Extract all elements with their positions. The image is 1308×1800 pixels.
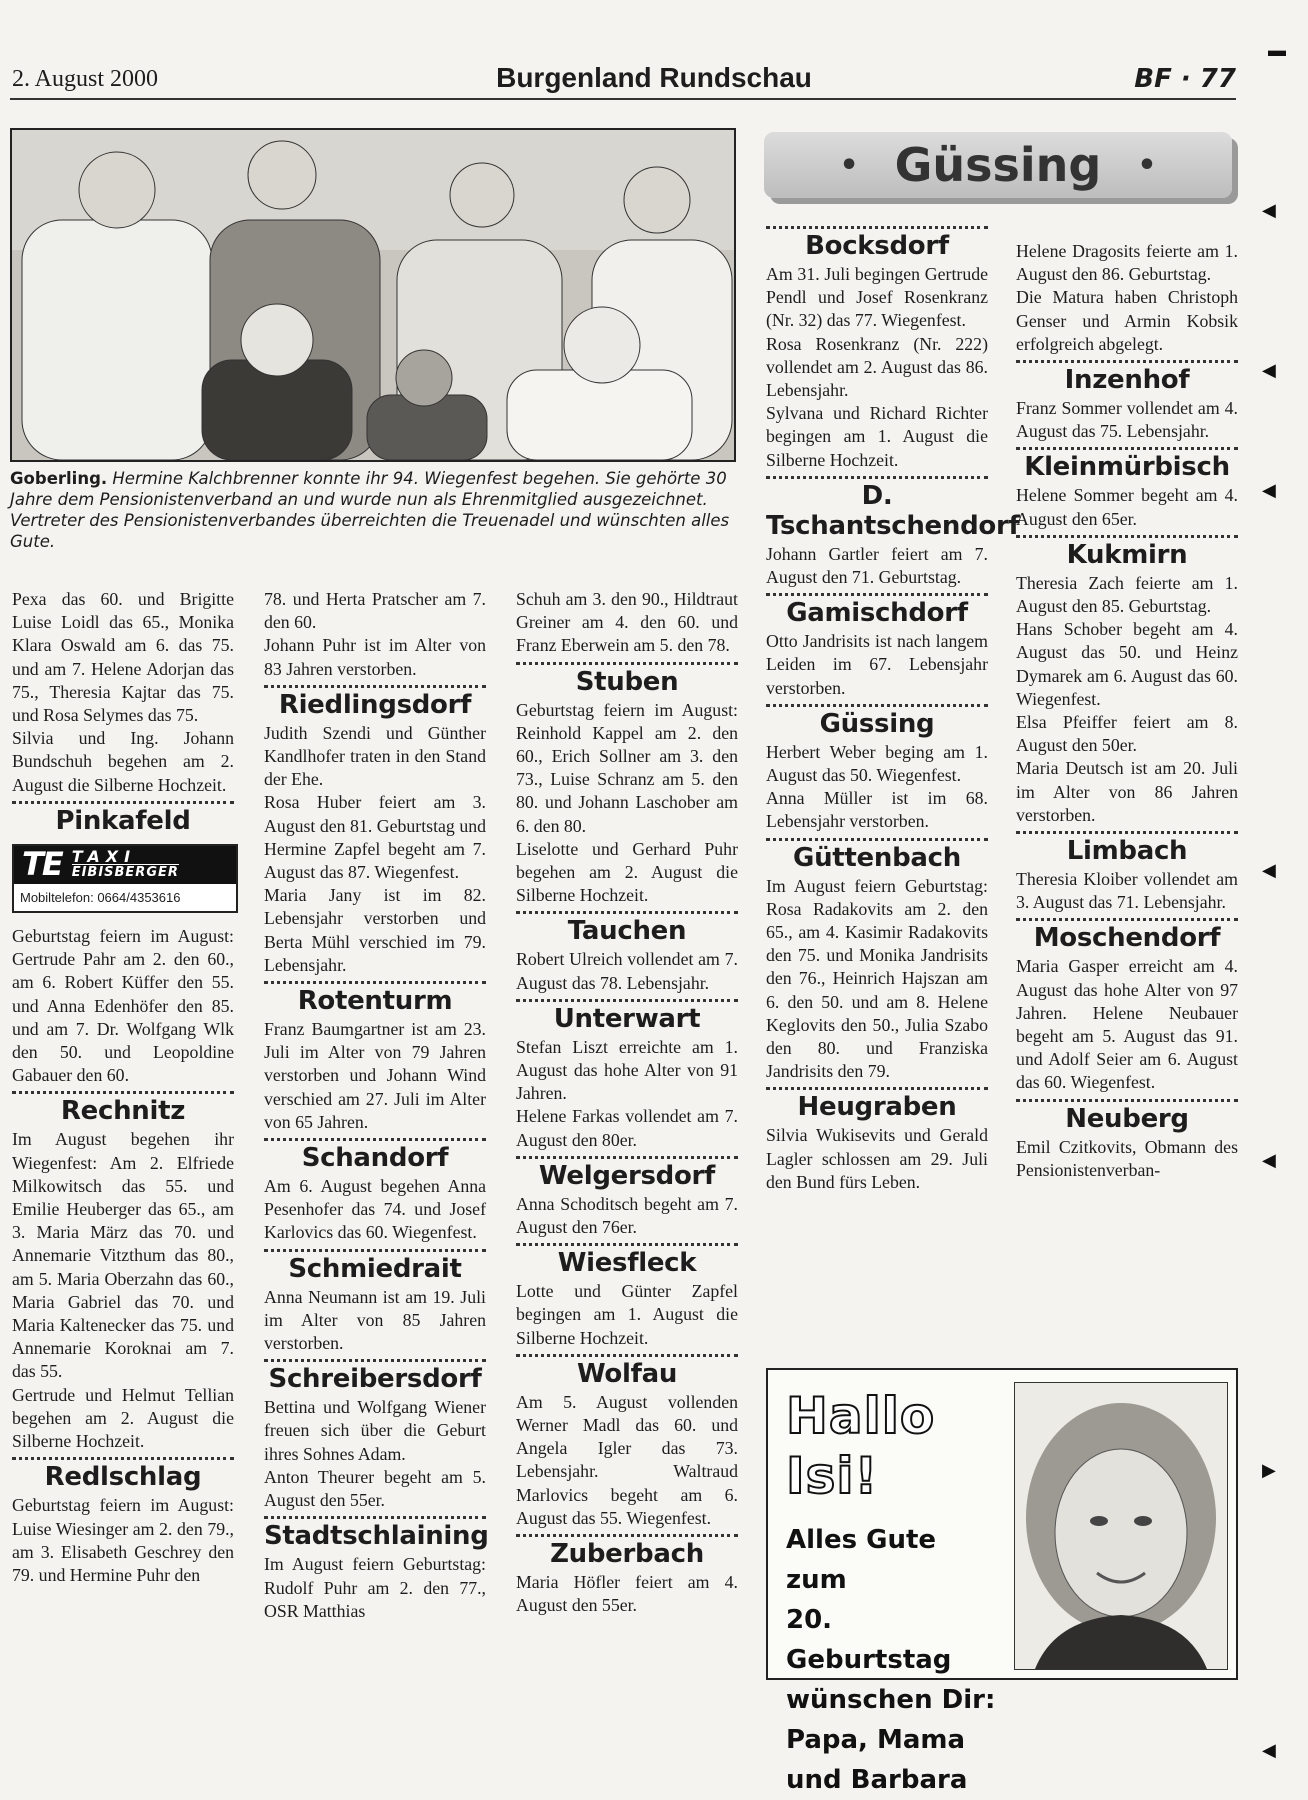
dotted-divider (264, 685, 486, 688)
newspaper-title: Burgenland Rundschau (496, 62, 812, 93)
ad-message-line: und Barbara (786, 1765, 968, 1795)
paragraph: 78. und Herta Pratscher am 7. den 60. (264, 589, 486, 633)
header-rule (10, 98, 1236, 100)
ad-greeting-line-1: Hallo (786, 1387, 936, 1445)
paragraph: Judith Szendi und Günther Kandlhofer traten in den Stand der Ehe. (264, 722, 486, 790)
paragraph: Am 6. August begehen Anna Pesenhofer das 74. und Josef Karlovics das 60. Wiegenfest. (264, 1176, 486, 1243)
dotted-divider (766, 226, 988, 229)
page-number: BF · 77 (1134, 64, 1236, 94)
dotted-divider (766, 593, 988, 596)
section-title: Wolfau (576, 1358, 678, 1389)
dotted-divider (1016, 831, 1238, 834)
taxi-ad (12, 844, 238, 913)
dotted-divider (264, 1359, 486, 1362)
section-title: Stadtschlaining (264, 1521, 489, 1552)
ad-message-line: Papa, Mama (786, 1725, 966, 1755)
paragraph: Anna Müller ist im 68. Lebensjahr verstorben. (766, 788, 988, 832)
paragraph: Bettina und Wolfgang Wiener freuen sich über die Geburt ihres Sohnes Adam. (264, 1397, 486, 1464)
dotted-divider (12, 1457, 234, 1460)
region-banner (764, 132, 1232, 198)
dotted-divider (516, 1534, 738, 1537)
scan-mark-icon: ◀ (1262, 1740, 1276, 1760)
dotted-divider (264, 1516, 486, 1519)
dotted-divider (516, 662, 738, 665)
bullet-icon: • (1137, 147, 1157, 183)
issue-date: 2. August 2000 (12, 66, 159, 92)
section-title: Limbach (1066, 836, 1188, 867)
paragraph: Im August feiern Geburtstag: Rudolf Puhr am 2. den 77., OSR Matthias (264, 1554, 486, 1621)
paragraph: Im August begehen ihr Wiegenfest: Am 2. Elfriede Milkowitsch das 55. und Emilie Heuberger das 65., am 3. Maria März das 70. und Annemarie Vitzthum das 80., am 5. Maria Oberzahn das 60., Maria Gabriel das 70. und Maria Kaltenecker das 75. und Annemarie Koroknai am 7. das 55. (12, 1129, 234, 1382)
dotted-divider (516, 1243, 738, 1246)
paragraph: Maria Deutsch ist am 20. Juli im Alter von 86 Jahren verstorben. (1016, 758, 1238, 825)
birthday-ad (766, 1368, 1238, 1795)
group-photo (10, 128, 736, 462)
dotted-divider (516, 1354, 738, 1357)
paragraph: Sylvana und Richard Richter begingen am 1. August die Silberne Hochzeit. (766, 403, 988, 470)
taxi-company: EIBISBERGER (71, 865, 179, 881)
dotted-divider (12, 801, 234, 804)
paragraph: Rosa Huber feiert am 3. August den 81. Geburtstag und Hermine Zapfel begeht am 7. August das 87. Wiegenfest. (264, 792, 486, 883)
region-banner-title: Güssing (894, 138, 1102, 192)
taxi-word: TAXI (71, 847, 137, 867)
paragraph: Rosa Rosenkranz (Nr. 222) vollendet am 2. August das 86. Lebensjahr. (766, 333, 988, 401)
paragraph: Maria Gasper erreicht am 4. August das hohe Alter von 97 Jahren. Helene Neubauer begeht am 5. August das 91. und Adolf Seier am 6. August das 60. Wiegenfest. (1016, 956, 1238, 1093)
section-title: Kleinmürbisch (1024, 452, 1230, 483)
section-title: Moschendorf (1033, 923, 1221, 954)
dotted-divider (766, 838, 988, 841)
paragraph: Maria Jany ist im 82. Lebensjahr verstorben und Berta Mühl verschied im 79. Lebensjahr. (264, 885, 486, 975)
scan-mark-icon: ◀ (1262, 1150, 1276, 1170)
dotted-divider (766, 1087, 988, 1090)
column-4 (766, 222, 1020, 1194)
paragraph: Silvia Wukisevits und Gerald Lagler schlossen am 29. Juli den Bund fürs Leben. (766, 1125, 988, 1192)
paragraph: Helene Farkas vollendet am 7. August den 80er. (516, 1106, 738, 1150)
paragraph: Schuh am 3. den 90., Hildtraut Greiner am 4. den 60. und Franz Eberwein am 5. den 78. (516, 589, 738, 656)
dotted-divider (264, 981, 486, 984)
paragraph: Gertrude und Helmut Tellian begehen am 2. August die Silberne Hochzeit. (12, 1384, 234, 1452)
section-title: Tauchen (567, 916, 687, 947)
paragraph: Am 5. August vollenden Werner Madl das 60. und Angela Igler das 73. Lebensjahr. Waltraud Marlovics begeht am 6. August das 55. Wiegenfest. (516, 1391, 738, 1528)
section-title: Güssing (819, 708, 935, 739)
section-title: Neuberg (1065, 1103, 1189, 1134)
ad-greeting (786, 1386, 935, 1506)
section-title: Heugraben (797, 1092, 957, 1123)
scan-mark-icon: ◀ (1262, 860, 1276, 880)
paragraph: Franz Sommer vollendet am 4. August das 75. Lebensjahr. (1016, 398, 1238, 442)
paragraph: Liselotte und Gerhard Puhr begehen am 2. August die Silberne Hochzeit. (516, 838, 738, 906)
section-title: Zuberbach (550, 1539, 704, 1570)
caption-text: Hermine Kalchbrenner konnte ihr 94. Wiegenfest begehen. Sie gehörte 30 Jahre dem Pensionistenverband an und wurde nun als Ehrenmitglied ausgezeichnet. Vertreter des Pensionistenverbandes überreichten die Treuenadel und wünschten alles Gute. (10, 469, 730, 551)
dotted-divider (1016, 447, 1238, 450)
section-title: Inzenhof (1064, 365, 1190, 396)
paragraph: Emil Czitkovits, Obmann des Pensionistenverban- (1016, 1136, 1238, 1180)
dotted-divider (516, 999, 738, 1002)
column-3 (516, 588, 738, 1618)
section-title: Stuben (575, 666, 679, 697)
section-title: Bocksdorf (805, 231, 949, 261)
scan-mark-icon: ◀ (1262, 200, 1276, 220)
dotted-divider (264, 1249, 486, 1252)
column-1 (12, 588, 234, 1587)
section-title: Riedlingsdorf (278, 689, 472, 720)
section-title: Gamischdorf (786, 598, 968, 629)
photo-caption (10, 468, 736, 552)
section-title: Redlschlag (44, 1462, 202, 1493)
dotted-divider (264, 1138, 486, 1141)
dotted-divider (1016, 1099, 1238, 1102)
dotted-divider (516, 1156, 738, 1159)
section-title: Welgersdorf (538, 1160, 716, 1191)
taxi-phone: Mobiltelefon: 0664/4353616 (20, 889, 181, 905)
section-title: Schmiedrait (288, 1253, 462, 1284)
paragraph: Am 31. Juli begingen Gertrude Pendl und Josef Rosenkranz (Nr. 32) das 77. Wiegenfest. (766, 264, 988, 331)
paragraph: Theresia Zach feierte am 1. August den 85. Geburtstag. (1016, 572, 1238, 617)
section-title: Schandorf (301, 1143, 449, 1174)
section-title: Rechnitz (60, 1096, 186, 1127)
paragraph: Geburtstag feiern im August: Gertrude Pahr am 2. den 60., am 6. Robert Küffer den 55. und Anna Edenhöfer den 85. und am 7. Dr. Wolfgang Wlk den 50. und Leopoldine Gabauer den 60. (12, 926, 234, 1086)
dotted-divider (1016, 918, 1238, 921)
paragraph: Im August feiern Geburtstag: Rosa Radakovits am 2. den 65., am 4. Kasimir Radakovits den 75. und Monika Jandrisits den 76., Heinrich Hajszan am 6. den 50. und am 8. Helene Keglovits den 50., Julia Szabo den 80. und Franziska Jandrisits den 79. (766, 875, 988, 1082)
dotted-divider (766, 704, 988, 707)
paragraph: Herbert Weber beging am 1. August das 50. Wiegenfest. (766, 741, 988, 786)
paragraph: Hans Schober begeht am 4. August das 50. und Heinz Dymarek am 6. August das 60. Wiegenfest. (1016, 619, 1238, 709)
paragraph: Maria Höfler feiert am 4. August den 55er. (516, 1572, 738, 1616)
bullet-icon: • (839, 147, 859, 183)
taxi-logo: TE (22, 845, 62, 884)
dotted-divider (766, 476, 988, 479)
paragraph: Elsa Pfeiffer feiert am 8. August den 50er. (1016, 712, 1238, 756)
paragraph: Anna Neumann ist am 19. Juli im Alter von 85 Jahren verstorben. (264, 1286, 486, 1354)
paragraph: Pexa das 60. und Brigitte Luise Loidl das 65., Monika Klara Oswald am 6. das 75. und am 7. Helene Adorjan das 75., Theresia Kajtar das 75. und Rosa Selymes das 75. (12, 589, 234, 726)
paragraph: Johann Puhr ist im Alter von 83 Jahren verstorben. (264, 635, 486, 679)
scan-mark-icon: ◀ (1262, 480, 1276, 500)
paragraph: Theresia Kloiber vollendet am 3. August das 71. Lebensjahr. (1016, 869, 1238, 913)
dotted-divider (1016, 360, 1238, 363)
paragraph: Silvia und Ing. Johann Bundschuh begehen am 2. August die Silberne Hochzeit. (12, 728, 234, 795)
dotted-divider (1016, 535, 1238, 538)
section-title: Unterwart (553, 1003, 701, 1034)
paragraph: Lotte und Günter Zapfel begingen am 1. August die Silberne Hochzeit. (516, 1281, 738, 1348)
dotted-divider (516, 911, 738, 914)
paragraph: Anton Theurer begeht am 5. August den 55er. (264, 1466, 486, 1511)
paragraph: Die Matura haben Christoph Genser und Armin Kobsik erfolgreich abgelegt. (1016, 287, 1238, 354)
paragraph: Helene Sommer begeht am 4. August den 65er. (1016, 485, 1238, 529)
ad-message (786, 1520, 996, 1800)
paragraph: Stefan Liszt erreichte am 1. August das hohe Alter von 91 Jahren. (516, 1036, 738, 1104)
paragraph: Robert Ulreich vollendet am 7. August das 78. Lebensjahr. (516, 949, 738, 993)
paragraph: Anna Schoditsch begeht am 7. August den 76er. (516, 1193, 738, 1238)
section-title: D. Tschantschendorf (766, 480, 1020, 541)
section-title: Güttenbach (793, 842, 961, 873)
ad-greeting-line-2: Isi! (786, 1447, 879, 1505)
paragraph: Helene Dragosits feierte am 1. August den 86. Geburtstag. (1016, 241, 1238, 285)
ad-message-line: wünschen Dir: (786, 1685, 996, 1715)
portrait-photo (1014, 1382, 1228, 1670)
paragraph: Geburtstag feiern im August: Reinhold Kappel am 2. den 60., Erich Sollner am 3. den 73., Luise Schranz am 5. den 80. und Johann Laschober am 6. den 80. (516, 699, 738, 836)
paragraph: Otto Jandrisits ist nach langem Leiden im 67. Lebensjahr verstorben. (766, 631, 988, 698)
scan-mark-icon: ▶ (1262, 1460, 1276, 1480)
scan-mark-icon: ▬ (1268, 40, 1286, 60)
scan-mark-icon: ◀ (1262, 360, 1276, 380)
column-2 (264, 588, 489, 1623)
column-5 (1016, 240, 1238, 1182)
section-title: Schreibersdorf (268, 1364, 482, 1395)
section-title: Wiesfleck (557, 1248, 697, 1279)
paragraph: Franz Baumgartner ist am 23. Juli im Alter von 79 Jahren verstorben und Johann Wind verschied am 27. Juli im Alter von 65 Jahren. (264, 1019, 486, 1132)
section-title: Kukmirn (1066, 539, 1188, 570)
ad-message-line: 20. Geburtstag (786, 1605, 952, 1675)
section-title: Rotenturm (297, 986, 453, 1017)
section-title: Pinkafeld (55, 805, 191, 836)
paragraph: Geburtstag feiern im August: Luise Wiesinger am 2. den 79., am 3. Elisabeth Geschrey den 79. und Hermine Puhr den (12, 1495, 234, 1585)
dotted-divider (12, 1091, 234, 1094)
paragraph: Johann Gartler feiert am 7. August den 71. Geburtstag. (766, 543, 988, 588)
ad-message-line: Alles Gute zum (786, 1525, 937, 1595)
caption-place: Goberling. (10, 469, 108, 488)
